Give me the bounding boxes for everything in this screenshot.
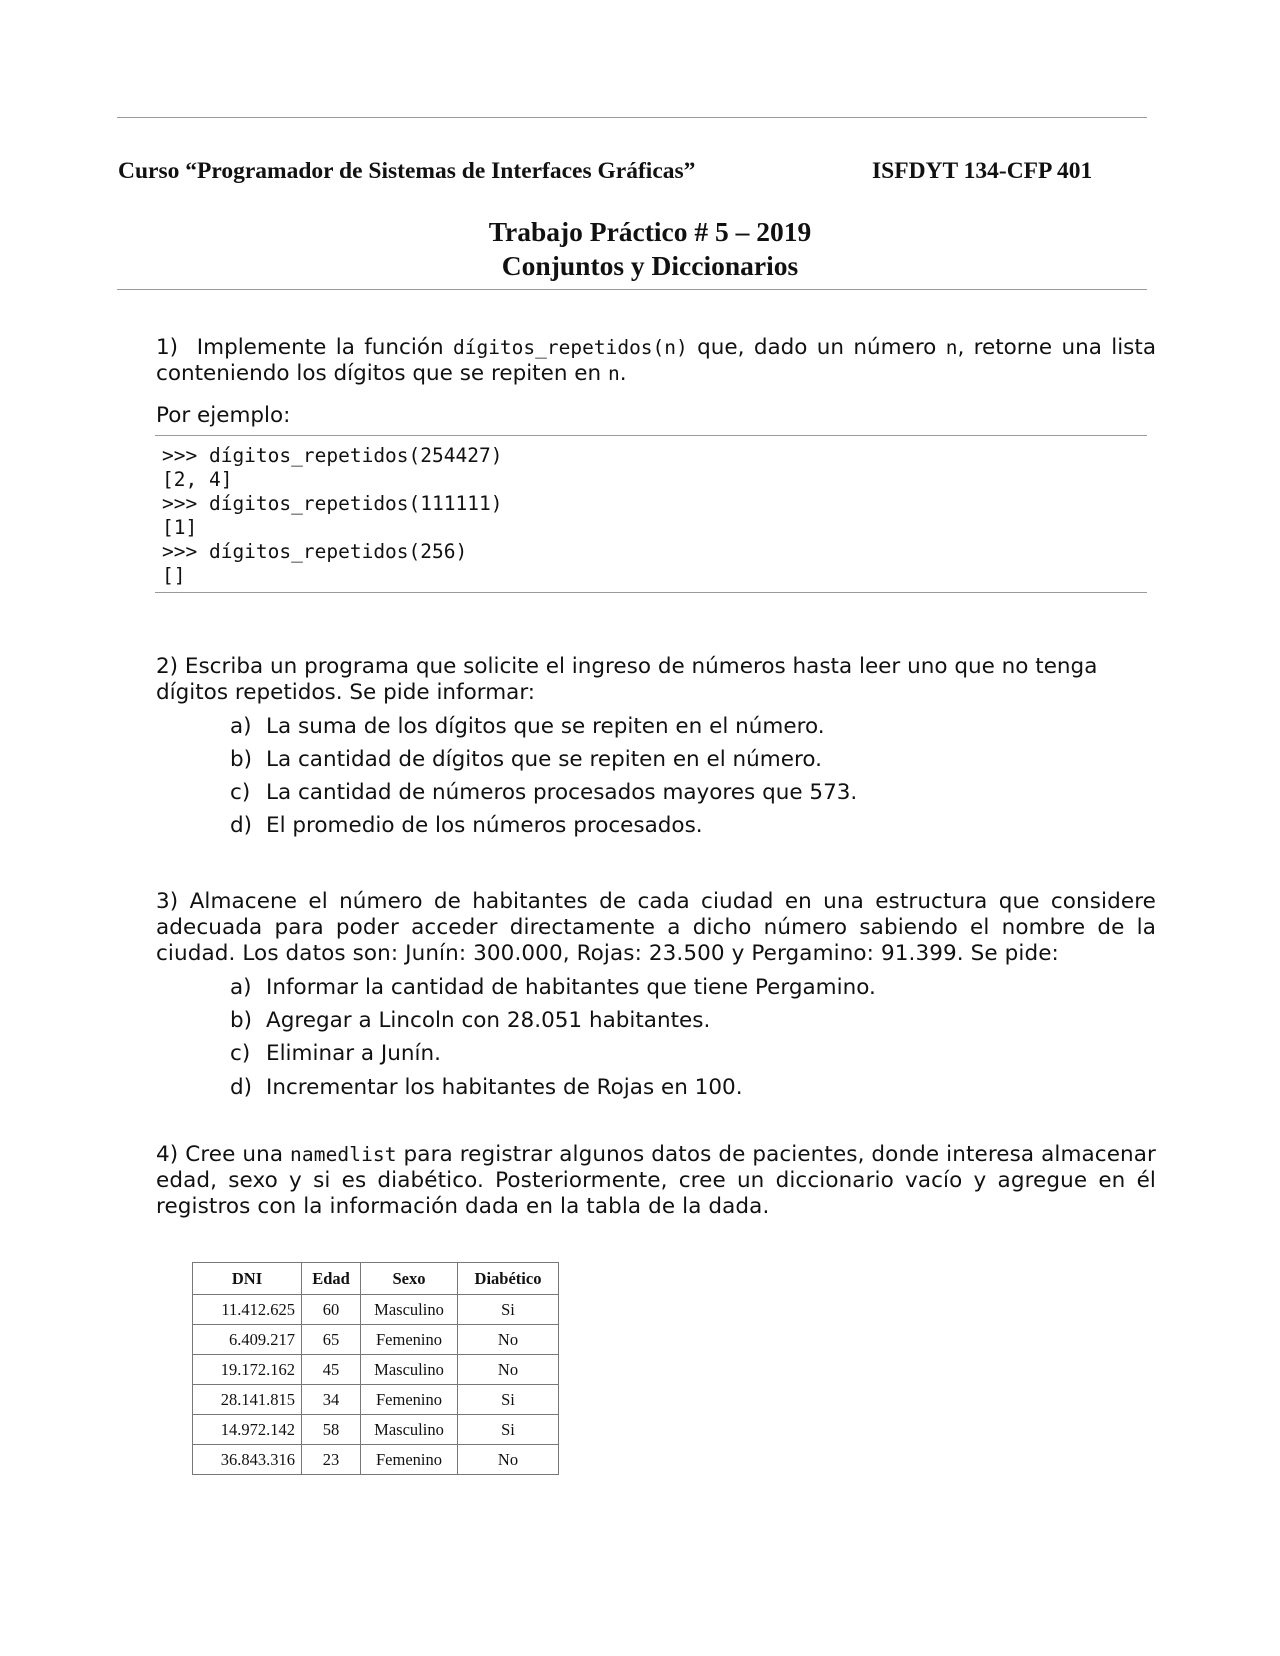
item-label: a) [230, 975, 252, 1000]
column-header-edad: Edad [302, 1263, 361, 1295]
cell-sexo: Femenino [361, 1385, 458, 1415]
item-label: d) [230, 1075, 253, 1100]
exercise-4-text-part: para registrar algunos datos de pacientes, donde interesa almacenar edad, sexo y si es diabético. Posteriormente, cree un diccionario vacío y agregue en él registros con la información dada en la tabla de la dada. [156, 1142, 1156, 1219]
item-text: Informar la cantidad de habitantes que tiene Pergamino. [266, 975, 876, 1000]
cell-dni: 36.843.316 [193, 1445, 302, 1475]
cell-dni: 28.141.815 [193, 1385, 302, 1415]
code-block-top-rule [155, 435, 1147, 436]
cell-diabetico: Si [458, 1295, 559, 1325]
cell-dni: 19.172.162 [193, 1355, 302, 1385]
example-label: Por ejemplo: [156, 403, 291, 428]
exercise-1-line-2 [156, 361, 627, 386]
cell-sexo: Masculino [361, 1415, 458, 1445]
table-row [193, 1355, 559, 1385]
exercise-3-item [230, 1041, 441, 1066]
cell-edad: 65 [302, 1325, 361, 1355]
item-label: c) [230, 780, 251, 805]
cell-edad: 58 [302, 1415, 361, 1445]
code-line: [2, 4] [162, 468, 233, 491]
cell-dni: 11.412.625 [193, 1295, 302, 1325]
table-row [193, 1325, 559, 1355]
cell-diabetico: No [458, 1325, 559, 1355]
exercise-1-line-1 [156, 335, 1156, 360]
cell-sexo: Masculino [361, 1295, 458, 1325]
exercise-3-item [230, 1075, 743, 1100]
document-title: Trabajo Práctico # 5 – 2019 [488, 216, 812, 247]
cell-edad: 23 [302, 1445, 361, 1475]
item-label: b) [230, 747, 253, 772]
namedlist-code: namedlist [290, 1143, 397, 1166]
code-line: >>> dígitos_repetidos(254427) [162, 444, 503, 467]
item-text: La cantidad de números procesados mayores que 573. [266, 780, 858, 805]
exercise-2-line-1: 2) Escriba un programa que solicite el ingreso de números hasta leer uno que no tenga [156, 654, 1098, 679]
course-name: Curso “Programador de Sistemas de Interfaces Gráficas” [118, 158, 696, 184]
code-line: [1] [162, 516, 198, 539]
code-line: >>> dígitos_repetidos(111111) [162, 492, 503, 515]
item-text: Eliminar a Junín. [266, 1041, 441, 1066]
item-text: Incrementar los habitantes de Rojas en 100. [266, 1075, 743, 1100]
cell-edad: 60 [302, 1295, 361, 1325]
cell-dni: 14.972.142 [193, 1415, 302, 1445]
item-text: La suma de los dígitos que se repiten en el número. [266, 714, 825, 739]
cell-edad: 34 [302, 1385, 361, 1415]
table-row [193, 1385, 559, 1415]
column-header-dni: DNI [193, 1263, 302, 1295]
table-row [193, 1445, 559, 1475]
cell-diabetico: No [458, 1355, 559, 1385]
institution-code: ISFDYT 134-CFP 401 [872, 158, 1093, 184]
item-text: El promedio de los números procesados. [266, 813, 703, 838]
exercise-4-text-part: 4) Cree una [156, 1142, 291, 1167]
cell-sexo: Femenino [361, 1325, 458, 1355]
cell-dni: 6.409.217 [193, 1325, 302, 1355]
exercise-2-item [230, 714, 825, 739]
exercise-2-item [230, 813, 703, 838]
document-subtitle: Conjuntos y Diccionarios [501, 250, 799, 281]
exercise-1-text: , retorne una lista [957, 335, 1156, 360]
code-block-bottom-rule [155, 592, 1147, 593]
column-header-diabetico: Diabético [458, 1263, 559, 1295]
title-rule [117, 289, 1147, 290]
exercise-3-text: 3) Almacene el número de habitantes de cada ciudad en una estructura que considere adecuada para poder acceder directamente a dicho número sabiendo el nombre de la ciudad. Los datos son: Junín: 300.000, Rojas: 23.500 y Pergamino: 91.399. Se pide: [156, 889, 1156, 966]
item-label: a) [230, 714, 252, 739]
exercise-2-line-2: dígitos repetidos. Se pide informar: [156, 680, 536, 705]
cell-edad: 45 [302, 1355, 361, 1385]
table-row [193, 1415, 559, 1445]
exercise-3-item [230, 1008, 710, 1033]
function-name-code: dígitos_repetidos(n) [452, 336, 688, 359]
exercise-1-text: que, dado un número [687, 335, 946, 360]
exercise-2-item [230, 747, 822, 772]
item-text: La cantidad de dígitos que se repiten en el número. [266, 747, 822, 772]
exercise-3-item [230, 975, 876, 1000]
table-header-row [193, 1263, 559, 1295]
param-code: n [608, 362, 620, 385]
cell-diabetico: Si [458, 1385, 559, 1415]
exercise-1-text: Implemente la función [196, 335, 453, 360]
code-line: [] [162, 564, 186, 587]
item-label: d) [230, 813, 253, 838]
code-line: >>> dígitos_repetidos(256) [162, 540, 468, 563]
item-label: c) [230, 1041, 251, 1066]
patients-table [192, 1262, 559, 1475]
exercise-1-number: 1) [156, 335, 179, 360]
top-rule [117, 117, 1147, 118]
cell-diabetico: No [458, 1445, 559, 1475]
exercise-4-text [156, 1142, 1156, 1220]
cell-diabetico: Si [458, 1415, 559, 1445]
item-label: b) [230, 1008, 253, 1033]
item-text: Agregar a Lincoln con 28.051 habitantes. [266, 1008, 711, 1033]
exercise-1-text: . [619, 361, 627, 386]
cell-sexo: Femenino [361, 1445, 458, 1475]
table-row [193, 1295, 559, 1325]
column-header-sexo: Sexo [361, 1263, 458, 1295]
exercise-2-item [230, 780, 857, 805]
cell-sexo: Masculino [361, 1355, 458, 1385]
exercise-1-text: conteniendo los dígitos que se repiten en [156, 361, 608, 386]
param-code: n [945, 336, 958, 359]
